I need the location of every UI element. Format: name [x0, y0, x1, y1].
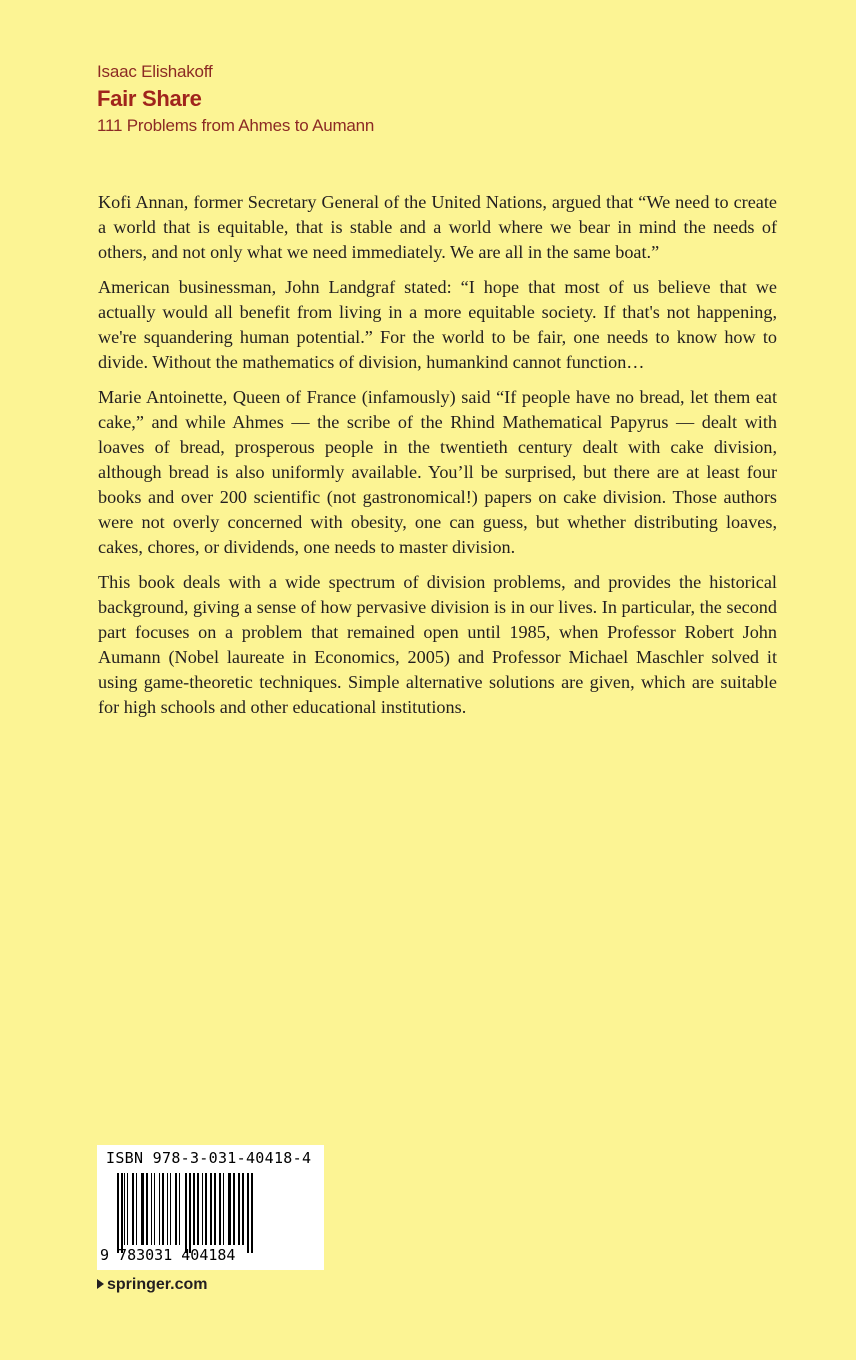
isbn-label: ISBN 978-3-031-40418-4 [106, 1149, 312, 1167]
barcode-bar [189, 1173, 191, 1253]
blurb-paragraph: Kofi Annan, former Secretary General of the United Nations, argued that “We need to create a world that is equitable, that is stable and a world where we bear in mind the needs of others, and not only what we need immediately. We are all in the same boat.” [98, 192, 777, 262]
barcode-bar [193, 1173, 195, 1245]
barcode-bar [154, 1173, 155, 1245]
barcode-bar [170, 1173, 171, 1245]
barcode-bar [251, 1173, 253, 1253]
blurb-paragraph: This book deals with a wide spectrum of division problems, and provides the historical background, giving a sense of how pervasive division is in our lives. In particular, the second part focuses on a problem that remained open until 1985, when Professor Robert John Aumann (Nobel laureate in Economics, 2005) and Professor Michael Maschler solved it using game-theoretic techniques. Simple alternative solutions are given, which are suitable for high schools and other educational institutions. [98, 572, 777, 717]
blurb-paragraph: American businessman, John Landgraf stated: “I hope that most of us believe that we actually would all benefit from living in a more equitable society. If that's not happening, we're squandering human potential.” For the world to be fair, one needs to know how to divide. Without the mathematics of division, humankind cannot function… [98, 277, 777, 372]
barcode-bar [162, 1173, 164, 1245]
barcode-bar [238, 1173, 240, 1245]
barcode-bar [175, 1173, 177, 1245]
book-title: Fair Share [97, 86, 202, 111]
barcode-bar [159, 1173, 160, 1245]
barcode-bar [167, 1173, 168, 1245]
barcode-bar [233, 1173, 235, 1245]
barcode-digits: 9 783031 404184 [100, 1246, 236, 1264]
barcode-bar [121, 1173, 123, 1253]
blurb-text [98, 190, 777, 730]
author-name: Isaac Elishakoff [97, 62, 213, 81]
barcode-bar [202, 1173, 203, 1245]
barcode-bar [127, 1173, 128, 1245]
barcode-bar [214, 1173, 216, 1245]
barcode-bar [179, 1173, 180, 1245]
barcode-bar [146, 1173, 148, 1245]
isbn-barcode [97, 1145, 324, 1270]
book-subtitle: 111 Problems from Ahmes to Aumann [97, 116, 375, 135]
barcode-bar [210, 1173, 212, 1245]
barcode-bar [242, 1173, 244, 1245]
publisher-url: springer.com [107, 1276, 208, 1293]
barcode-bar [197, 1173, 199, 1245]
barcode-bar [132, 1173, 134, 1245]
barcode-bar [185, 1173, 187, 1253]
cover-header [97, 62, 374, 136]
barcode-bar [136, 1173, 137, 1245]
play-arrow-icon [97, 1279, 104, 1289]
barcode-bar [205, 1173, 207, 1245]
barcode-bar [141, 1173, 144, 1245]
publisher-link[interactable] [97, 1276, 207, 1294]
barcode-bar [228, 1173, 231, 1245]
barcode-bar [124, 1173, 125, 1245]
barcode-bar [117, 1173, 119, 1253]
barcode-bar [219, 1173, 221, 1245]
barcode-bar [223, 1173, 224, 1245]
barcode-bar [247, 1173, 249, 1253]
barcode-bar [151, 1173, 152, 1245]
blurb-paragraph: Marie Antoinette, Queen of France (infamously) said “If people have no bread, let them eat cake,” and while Ahmes — the scribe of the Rhind Mathematical Papyrus — dealt with loaves of bread, prosperous people in the twentieth century dealt with cake division, although bread is also uniformly available. You’ll be surprised, but there are at least four books and over 200 scientific (not gastronomical!) papers on cake division. Those authors were not overly concerned with obesity, one can guess, but whether distributing loaves, cakes, chores, or dividends, one needs to master division. [98, 387, 777, 557]
